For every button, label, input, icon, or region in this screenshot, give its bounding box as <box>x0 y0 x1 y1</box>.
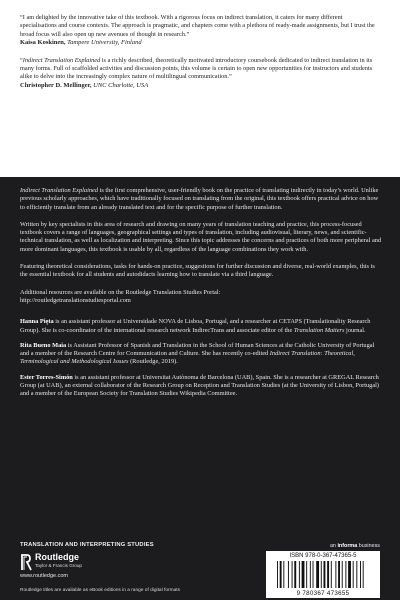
endorser-name: Christopher D. Mellinger <box>20 81 90 89</box>
endorsements-panel <box>0 0 400 177</box>
endorsement-quote-2: “Indirect Translation Explained is a richly described, theoretically motivated introductory coursebook dedicated to indirect translation in its many forms. Full of scaffolded activities and discussion points, this volume is certain to open new opportunities for instructors and students alike to delve into the increasingly complex nature of multilingual communication.” <box>20 56 373 81</box>
author-name: Rita Bueno Maia <box>20 341 67 349</box>
author-bio-3: Ester Torres-Simón is an assistant professor at Universitat Autònoma de Barcelona (UAB), Spain. She is a researcher at GREGAL Research Group (at UAB), an external collaborator of the Research Group on Reception and Translation Studies (at the University of Lisbon, Portugal) and a member of the European Society for Translation Studies Wikipedia Committee. <box>20 373 380 398</box>
isbn-barcode <box>266 551 380 598</box>
author-name: Hanna Pięta <box>20 318 54 326</box>
quoted-book-title: Indirect Translation Explained <box>22 56 101 64</box>
publisher-group: Taylor & Francis Group <box>35 563 82 568</box>
routledge-logo-icon <box>20 553 32 571</box>
description-paragraph-2: Written by key specialists in this area of research and drawing on many years of translation teaching and practice, this process-focused textbook covers a range of languages, geographical settings and types of translation, including audiovisual, literary, news, and scientific-technical translation, as well as localization and interpreting. Since this topic addresses the concerns and practices of both more peripheral and more dominant languages, this textbook is usable by all, regardless of the language combinations they work with. <box>20 220 382 253</box>
barcode-digits: 9 780367 473655 <box>296 590 350 597</box>
endorsement-attribution-2: Christopher D. Mellinger, UNC Charlotte, USA <box>20 81 149 89</box>
ebook-note: Routledge titles are available as eBook editions in a range of digital formats <box>20 588 180 593</box>
isbn-label: ISBN 978-0-367-47365-5 <box>289 553 357 559</box>
book-description <box>20 187 382 406</box>
author-name: Ester Torres-Simón <box>20 373 73 381</box>
description-paragraph-4: Additional resources are available on the Routledge Translation Studies Portal: <box>20 288 221 296</box>
publisher-name: Routledge <box>35 552 79 562</box>
routledge-logo <box>20 552 130 574</box>
series-title: TRANSLATION AND INTERPRETING STUDIES <box>20 542 154 548</box>
barcode-bars <box>277 561 369 588</box>
endorsement-quote-1: “I am delighted by the innovative take of this textbook. With a rigorous focus on indirect translation, it caters for many different specialisations and course contexts. The approach is pragmatic, and chapters come with a plethora of ready-made assignments, but I trust the broad focus will also open up new avenues of thought in research.” <box>20 14 375 38</box>
endorser-affiliation: UNC Charlotte, USA <box>93 81 149 89</box>
description-paragraph-3: Featuring theoretical considerations, tasks for hands-on practice, suggestions for further discussion and diverse, real-world examples, this is the essential textbook for all students and autodidacts learning how to translate via a third language. <box>20 263 375 279</box>
author-bio-1: Hanna Pięta is an assistant professor at Universidade NOVA de Lisboa, Portugal, and a researcher at CETAPS (Translationality Research Group). She is co-coordinator of the international research network IndirecTrans and associate editor of the Translation Matters journal. <box>20 318 371 334</box>
informa-business-tag: an informa business <box>329 543 380 549</box>
author-bio-2: Rita Bueno Maia is Assistant Professor of Spanish and Translation in the School of Human Sciences at the Catholic University of Portugal and a member of the Research Centre for Communication and Culture. She has recently co-edited Indirect Translation: Theoretical, Terminological and Methodological Issues (Routledge, 2019). <box>20 341 375 366</box>
portal-url: http://routledgetranslationstudiesportal.com <box>20 296 131 304</box>
endorser-name: Kaisa Koskinen <box>20 39 64 47</box>
endorsement-attribution-1: Kaisa Koskinen, Tampere University, Finland <box>20 39 142 47</box>
endorser-affiliation: Tampere University, Finland <box>67 39 142 47</box>
description-paragraph-1: Indirect Translation Explained is the first comprehensive, user-friendly book on the practice of translating indirectly in today’s world. Unlike previous scholarly approaches, which have traditionally focused on translating from the original, this textbook offers practical advice on how to efficiently translate from an already translated text and for the specific purpose of further translation. <box>20 187 379 211</box>
publisher-website: www.routledge.com <box>20 573 68 579</box>
